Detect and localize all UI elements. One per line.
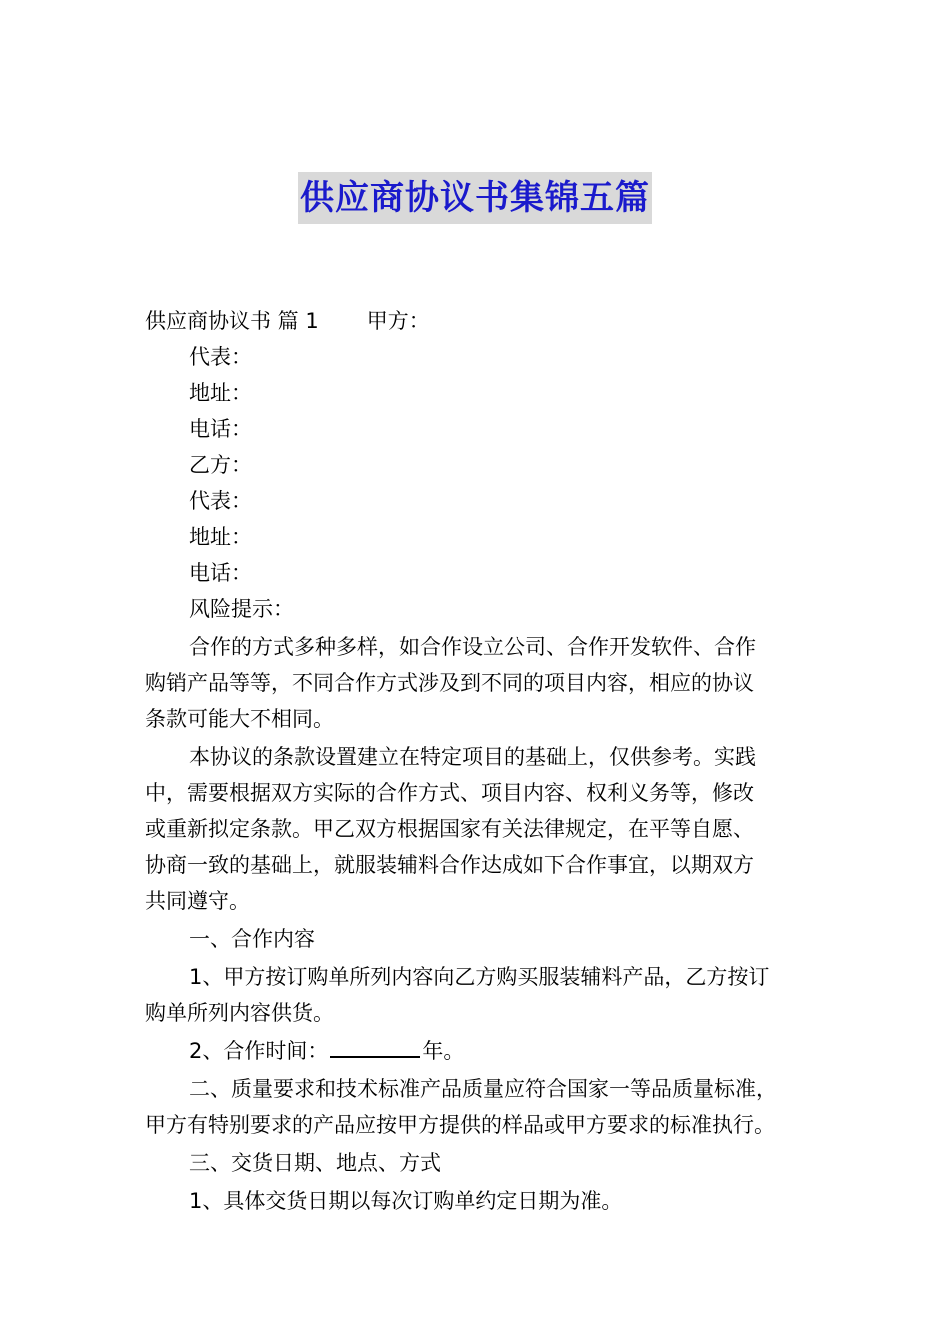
document-body xyxy=(145,303,810,1219)
paragraph-line: 共同遵守。 xyxy=(145,889,250,913)
title-container xyxy=(0,172,950,224)
party-a-label: 甲方： xyxy=(366,309,430,333)
section-2 xyxy=(145,1071,810,1143)
party-a-address: 地址： xyxy=(189,381,252,405)
paragraph-line: 1、甲方按订购单所列内容向乙方购买服装辅料产品，乙方按订 xyxy=(189,965,770,989)
header-line xyxy=(145,303,810,339)
cooperation-time-line xyxy=(145,1033,810,1069)
section-1-item-1 xyxy=(145,959,810,1031)
party-b-representative: 代表： xyxy=(189,489,252,513)
document-title: 供应商协议书集锦五篇 xyxy=(298,172,652,224)
section-1 xyxy=(145,921,810,957)
section-3-title: 三、交货日期、地点、方式 xyxy=(189,1151,441,1175)
paragraph-line: 或重新拟定条款。甲乙双方根据国家有关法律规定，在平等自愿、 xyxy=(145,817,754,841)
paragraph-line: 合作的方式多种多样，如合作设立公司、合作开发软件、合作 xyxy=(189,635,756,659)
section-3 xyxy=(145,1145,810,1181)
paragraph-line: 二、质量要求和技术标准产品质量应符合国家一等品质量标准， xyxy=(189,1077,777,1101)
risk-label: 风险提示： xyxy=(189,597,294,621)
section-3-item-1-block xyxy=(145,1183,810,1219)
paragraph-line: 购单所列内容供货。 xyxy=(145,1001,334,1025)
paragraph-line: 购销产品等等，不同合作方式涉及到不同的项目内容，相应的协议 xyxy=(145,671,754,695)
party-a-representative: 代表： xyxy=(189,345,252,369)
party-b-phone: 电话： xyxy=(189,561,252,585)
section-1-title: 一、合作内容 xyxy=(189,927,315,951)
party-b-address: 地址： xyxy=(189,525,252,549)
section-1-item-2 xyxy=(145,1033,810,1069)
section-3-item-1: 1、具体交货日期以每次订购单约定日期为准。 xyxy=(189,1189,623,1213)
party-b-label: 乙方： xyxy=(189,453,252,477)
risk-paragraph xyxy=(145,629,810,737)
party-a-phone: 电话： xyxy=(189,417,252,441)
cooperation-time-suffix: 年。 xyxy=(422,1039,465,1063)
cooperation-time-blank xyxy=(330,1034,420,1058)
paragraph-line: 甲方有特别要求的产品应按甲方提供的样品或甲方要求的标准执行。 xyxy=(145,1113,775,1137)
paragraph-line: 本协议的条款设置建立在特定项目的基础上，仅供参考。实践 xyxy=(189,745,756,769)
paragraph-line: 协商一致的基础上，就服装辅料合作达成如下合作事宜，以期双方 xyxy=(145,853,754,877)
cooperation-time-prefix: 2、合作时间： xyxy=(189,1039,329,1063)
paragraph-line: 中，需要根据双方实际的合作方式、项目内容、权利义务等，修改 xyxy=(145,781,754,805)
intro-paragraph xyxy=(145,739,810,919)
section-heading: 供应商协议书 篇 1 xyxy=(145,309,319,333)
paragraph-line: 条款可能大不相同。 xyxy=(145,707,334,731)
